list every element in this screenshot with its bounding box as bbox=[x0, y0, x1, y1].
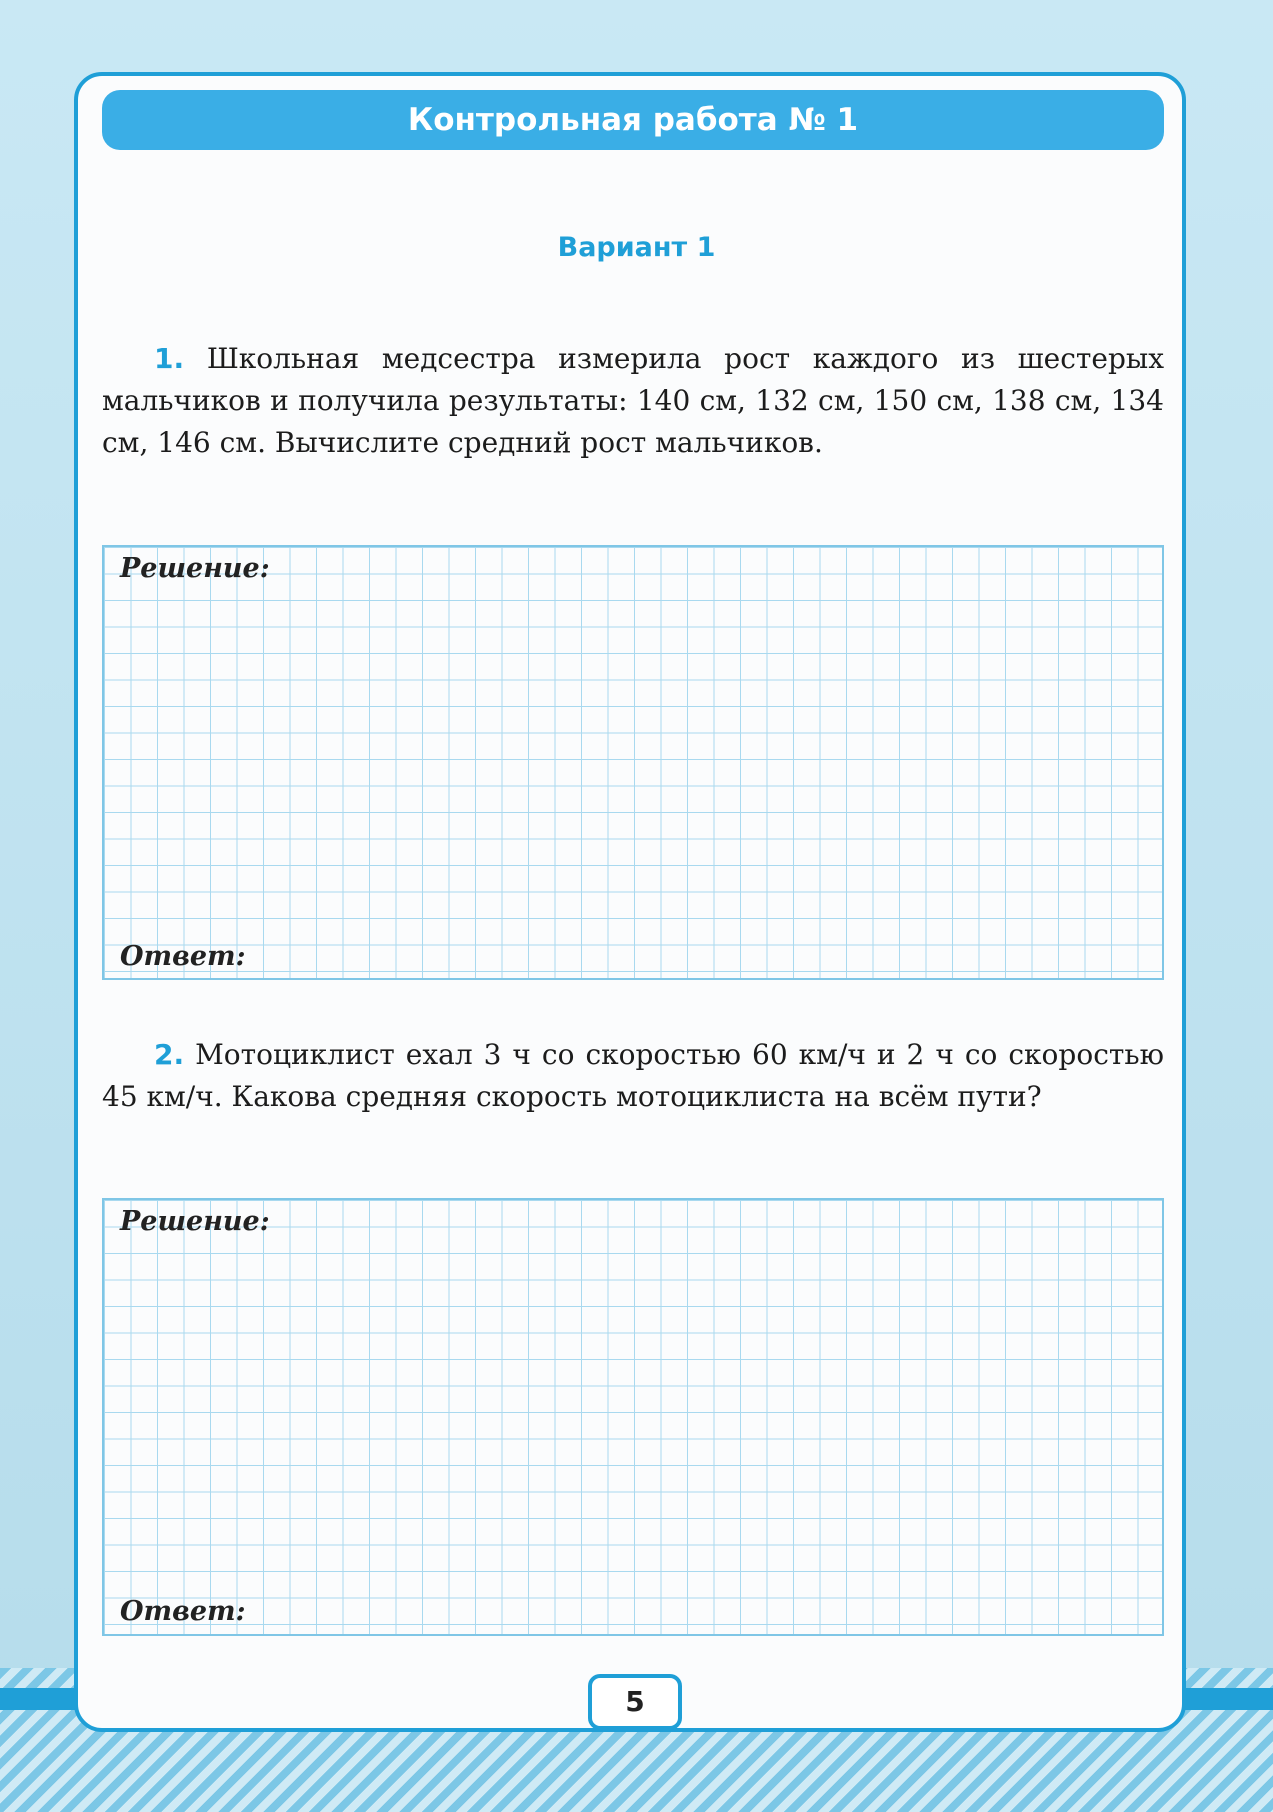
task-1 bbox=[102, 338, 1164, 464]
task-1-text: Школьная медсестра измерила рост каждого из шестерых мальчиков и получила результаты: 140 см, 132 см, 150 см, 138 см, 134 см, 146 см. Вычислите средний рост мальчиков. bbox=[102, 342, 1164, 459]
task-2-answer-grid[interactable] bbox=[102, 1198, 1164, 1636]
task-2-number: 2. bbox=[154, 1038, 185, 1071]
task-2-text: Мотоциклист ехал 3 ч со скоростью 60 км/ч и 2 ч со скоростью 45 км/ч. Какова средняя скорость мотоциклиста на всём пути? bbox=[102, 1038, 1164, 1113]
task-1-solution-label: Решение: bbox=[120, 553, 270, 584]
task-1-answer-grid[interactable] bbox=[102, 545, 1164, 980]
task-2-answer-label: Ответ: bbox=[120, 1596, 246, 1627]
task-1-answer-label: Ответ: bbox=[120, 941, 246, 972]
page-title: Контрольная работа № 1 bbox=[102, 90, 1164, 150]
variant-heading: Вариант 1 bbox=[557, 232, 716, 263]
task-2 bbox=[102, 1034, 1164, 1118]
task-2-solution-label: Решение: bbox=[120, 1206, 270, 1237]
task-1-number: 1. bbox=[154, 342, 185, 375]
page-number: 5 bbox=[588, 1674, 682, 1730]
